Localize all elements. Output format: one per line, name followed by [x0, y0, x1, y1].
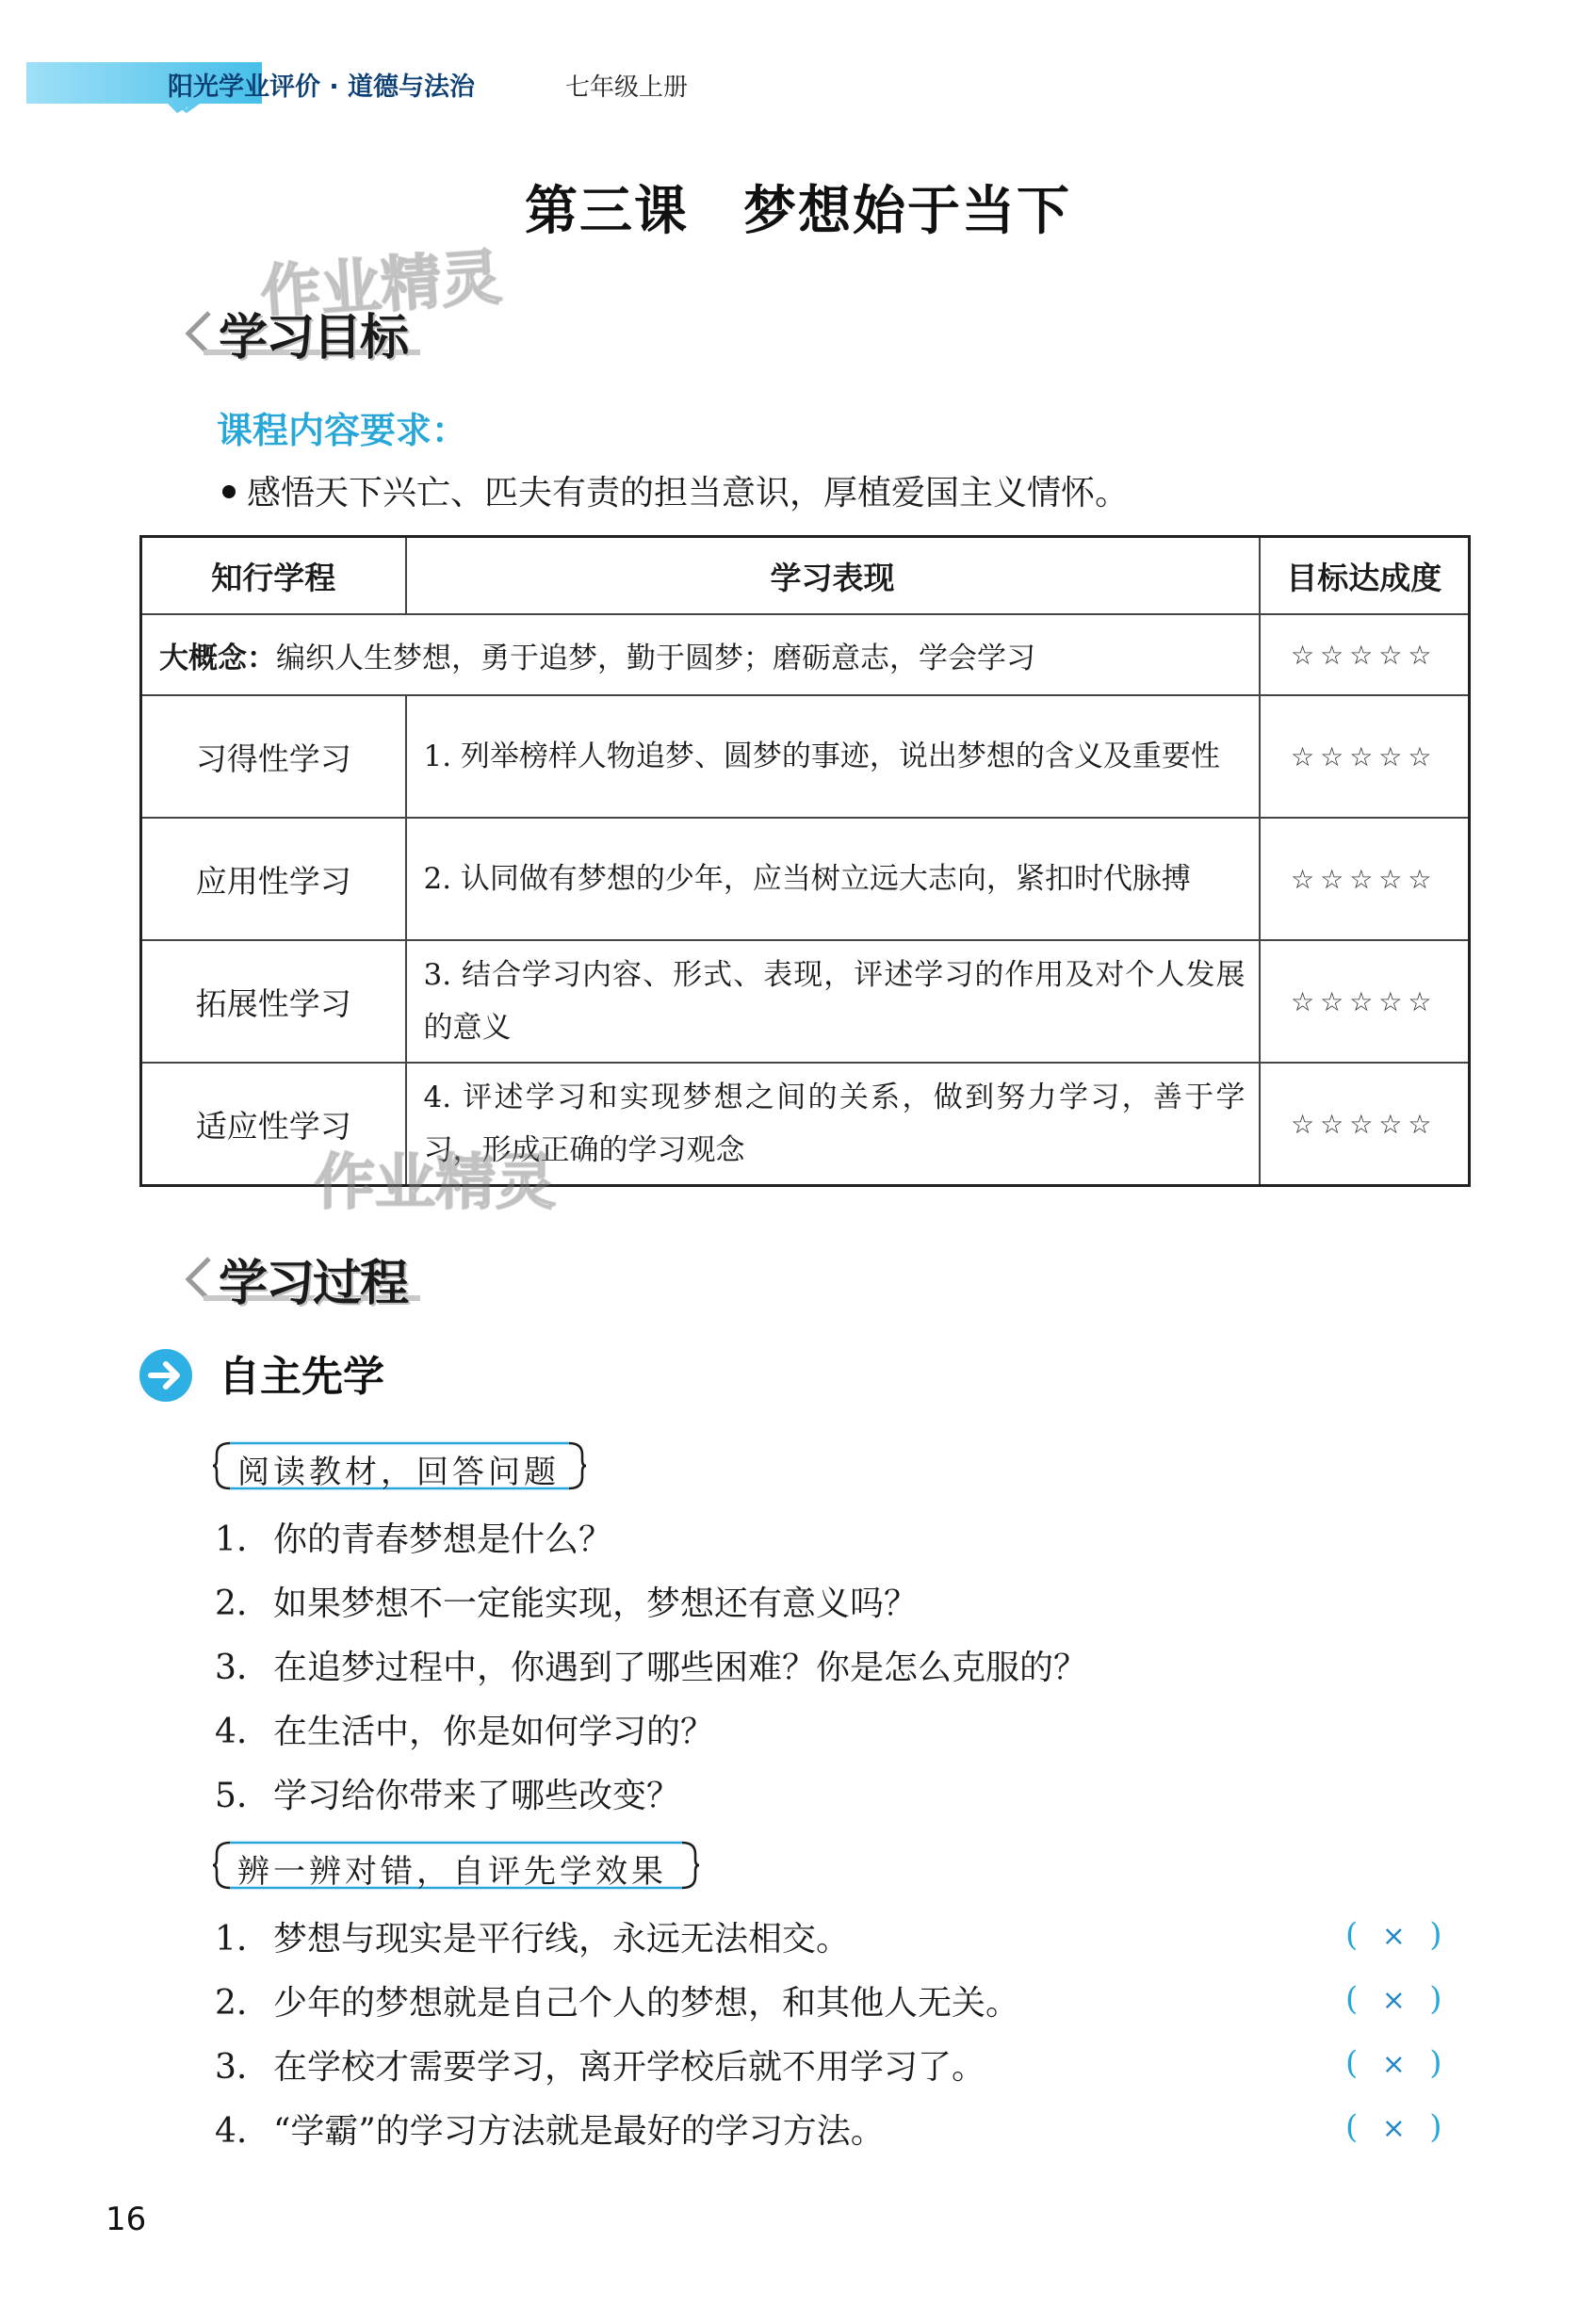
performance-cell: 2. 认同做有梦想的少年，应当树立远大志向，紧扣时代脉搏	[406, 818, 1260, 940]
category-cell: 拓展性学习	[141, 940, 406, 1063]
judgement-item: 4. “学霸”的学习方法就是最好的学习方法。	[215, 2112, 885, 2151]
table-row	[141, 695, 1470, 818]
read-textbook-label: 阅读教材，回答问题	[237, 1454, 560, 1491]
star-rating[interactable]: ☆☆☆☆☆	[1260, 695, 1470, 818]
judgement-item: 2. 少年的梦想就是自己个人的梦想，和其他人无关。	[215, 1984, 1020, 2023]
question-item: 4. 在生活中，你是如何学习的？	[215, 1713, 715, 1751]
performance-cell: 4. 评述学习和实现梦想之间的关系，做到努力学习，善于学习，形成正确的学习观念	[406, 1063, 1260, 1186]
answer-bracket[interactable]: ( × )	[1345, 2108, 1442, 2146]
big-concept-cell	[141, 614, 1260, 695]
judgement-item: 1. 梦想与现实是平行线，永远无法相交。	[215, 1920, 851, 1959]
learning-process-tag-label: 学习过程	[219, 1256, 408, 1312]
read-textbook-box	[213, 1441, 586, 1490]
big-concept-row	[141, 614, 1470, 695]
page-number: 16	[106, 2201, 147, 2238]
category-cell: 适应性学习	[141, 1063, 406, 1186]
learning-goals-tag-label: 学习目标	[219, 310, 408, 366]
star-rating[interactable]: ☆☆☆☆☆	[1260, 818, 1470, 940]
requirement-item	[222, 466, 1129, 514]
watermark: 作业精灵	[315, 1148, 556, 1218]
question-item: 2. 如果梦想不一定能实现，梦想还有意义吗？	[215, 1585, 919, 1623]
category-cell: 应用性学习	[141, 818, 406, 940]
question-item: 1. 你的青春梦想是什么？	[215, 1520, 613, 1559]
category-cell: 习得性学习	[141, 695, 406, 818]
header-achievement: 目标达成度	[1260, 537, 1470, 615]
learning-goals-table	[139, 535, 1471, 1187]
answer-bracket[interactable]: ( × )	[1345, 1980, 1442, 2018]
self-check-box	[213, 1841, 699, 1890]
header-performance: 学习表现	[406, 537, 1260, 615]
judgement-item: 3. 在学校才需要学习，离开学校后就不用学习了。	[215, 2048, 986, 2087]
lesson-title: 第三课 梦想始于当下	[525, 180, 1071, 242]
cross-mark: ×	[1381, 2112, 1406, 2145]
answer-bracket[interactable]: ( × )	[1345, 2044, 1442, 2082]
cross-mark: ×	[1381, 1984, 1406, 2017]
requirement-text: 感悟天下兴亡、匹夫有责的担当意识，厚植爱国主义情怀。	[247, 474, 1130, 512]
grade-label: 七年级上册	[565, 73, 689, 102]
header-path: 知行学程	[141, 537, 406, 615]
big-concept-text: 编织人生梦想，勇于追梦，勤于圆梦；磨砺意志，学会学习	[276, 641, 1035, 675]
performance-cell: 1. 列举榜样人物追梦、圆梦的事迹，说出梦想的含义及重要性	[406, 695, 1260, 818]
star-rating[interactable]: ☆☆☆☆☆	[1260, 614, 1470, 695]
table-row	[141, 940, 1470, 1063]
learning-process-tag	[185, 1236, 467, 1311]
requirement-heading: 课程内容要求：	[217, 409, 468, 451]
question-item: 5. 学习给你带来了哪些改变？	[215, 1777, 681, 1815]
self-check-label: 辨一辨对错，自评先学效果	[237, 1853, 667, 1891]
arrow-right-icon	[138, 1347, 194, 1404]
cross-mark: ×	[1381, 2048, 1406, 2081]
big-concept-label: 大概念：	[159, 641, 276, 675]
learning-goals-tag	[185, 290, 467, 366]
bullet-icon	[222, 485, 236, 498]
watermark: 作业精灵	[258, 243, 504, 330]
series-title: 阳光学业评价 · 道德与法治	[168, 73, 476, 102]
star-rating[interactable]: ☆☆☆☆☆	[1260, 940, 1470, 1063]
question-item: 3. 在追梦过程中，你遇到了哪些困难？你是怎么克服的？	[215, 1649, 1088, 1687]
table-header-row	[141, 537, 1470, 615]
table-row	[141, 818, 1470, 940]
performance-cell: 3. 结合学习内容、形式、表现，评述学习的作用及对个人发展的意义	[406, 940, 1260, 1063]
self-study-title: 自主先学	[219, 1353, 384, 1401]
answer-bracket[interactable]: ( × )	[1345, 1916, 1442, 1954]
star-rating[interactable]: ☆☆☆☆☆	[1260, 1063, 1470, 1186]
cross-mark: ×	[1381, 1920, 1406, 1953]
